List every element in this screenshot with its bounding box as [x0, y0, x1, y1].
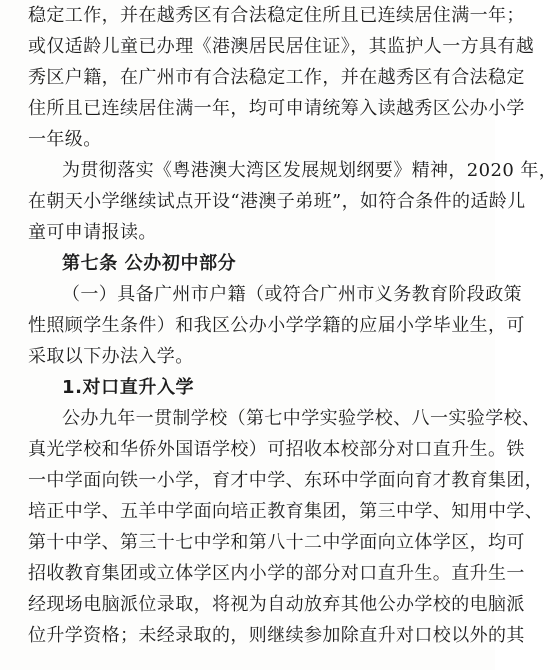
text-line: 经现场电脑派位录取，将视为自动放弃其他公办学校的电脑派: [28, 594, 525, 615]
text-line: 秀区户籍，在广州市有合法稳定工作，并在越秀区有合法稳定: [28, 67, 525, 88]
text-line: 招收教育集团或立体学区内小学的部分对口直升生。直升生一: [28, 563, 525, 584]
text-line: 第十中学、第三十七中学和第八十二中学面向立体学区，均可: [28, 532, 525, 553]
text-line: 一年级。: [28, 129, 102, 150]
text-line: 真光学校和华侨外国语学校）可招收本校部分对口直升生。铁: [28, 439, 525, 460]
text-line: 稳定工作，并在越秀区有合法稳定住所且已连续居住满一年；: [28, 5, 525, 26]
text-line: 性照顾学生条件）和我区公办小学学籍的应届小学毕业生，可: [28, 315, 525, 336]
text-line: 或仅适龄儿童已办理《港澳居民居住证》，其监护人一方具有越: [28, 36, 535, 57]
subsection-heading: 1.对口直升入学: [62, 377, 195, 398]
text-line: 童可申请报读。: [28, 222, 157, 243]
text-line: 培正中学、五羊中学面向培正教育集团，第三中学、知用中学、: [28, 501, 544, 522]
section-heading: 第七条 公办初中部分: [62, 253, 237, 274]
text-line: 公办九年一贯制学校（第七中学实验学校、八一实验学校、: [62, 408, 541, 429]
text-line: （一）具备广州市户籍（或符合广州市义务教育阶段政策: [62, 284, 522, 305]
text-line: 一中学面向铁一小学，育才中学、东环中学面向育才教育集团，: [28, 470, 544, 491]
text-line: 采取以下办法入学。: [28, 346, 194, 367]
text-line: 住所且已连续居住满一年，均可申请统筹入读越秀区公办小学: [28, 98, 525, 119]
text-line: 在朝天小学继续试点开设“港澳子弟班”，如符合条件的适龄儿: [28, 191, 526, 212]
text-line: 为贯彻落实《粤港澳大湾区发展规划纲要》精神，2020 年，: [62, 160, 557, 181]
text-line: 位升学资格；未经录取的，则继续参加除直升对口校以外的其: [28, 625, 525, 646]
